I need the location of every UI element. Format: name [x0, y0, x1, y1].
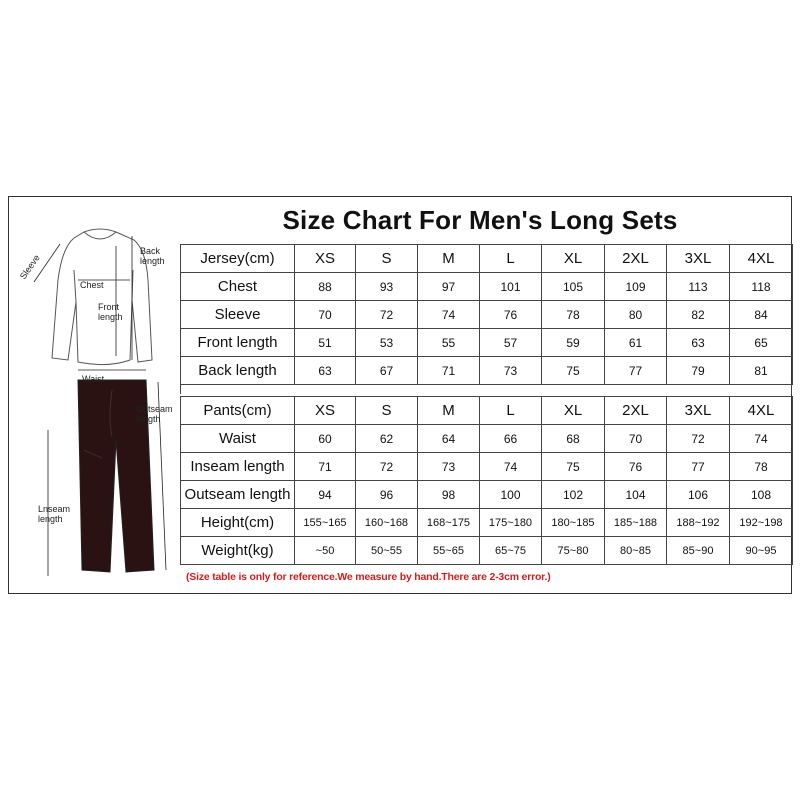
table-row	[181, 357, 793, 385]
row-label: Outseam length	[181, 481, 295, 509]
table-row	[181, 329, 793, 357]
size-header: XS	[295, 397, 356, 425]
disclaimer-note: (Size table is only for reference.We measure by hand.There are 2-3cm error.)	[186, 571, 551, 583]
jersey-size-table	[180, 244, 793, 385]
table-cell: 74	[418, 301, 480, 329]
table-cell: 76	[605, 453, 667, 481]
table-cell: 82	[667, 301, 730, 329]
row-label: Back length	[181, 357, 295, 385]
size-header: 4XL	[730, 245, 793, 273]
table-cell: 75	[542, 357, 605, 385]
table-cell: 75	[542, 453, 605, 481]
size-header: L	[480, 245, 542, 273]
size-header: S	[356, 245, 418, 273]
front-length-label: Front length	[98, 302, 123, 322]
row-label: Inseam length	[181, 453, 295, 481]
row-label: Height(cm)	[181, 509, 295, 537]
chart-title: Size Chart For Men's Long Sets	[282, 205, 678, 235]
row-label: Sleeve	[181, 301, 295, 329]
table-divider	[180, 383, 792, 394]
pants-header-label: Pants(cm)	[181, 397, 295, 425]
table-cell: 98	[418, 481, 480, 509]
table-cell: 93	[356, 273, 418, 301]
table-cell: 88	[295, 273, 356, 301]
table-cell: 74	[730, 425, 793, 453]
table-row	[181, 273, 793, 301]
table-cell: 78	[730, 453, 793, 481]
table-cell: 188~192	[667, 509, 730, 537]
table-cell: 100	[480, 481, 542, 509]
pants-size-table	[180, 396, 793, 565]
table-cell: 85~90	[667, 537, 730, 565]
row-label: Front length	[181, 329, 295, 357]
size-header: M	[418, 245, 480, 273]
table-cell: 192~198	[730, 509, 793, 537]
table-cell: 80~85	[605, 537, 667, 565]
table-cell: 62	[356, 425, 418, 453]
table-cell: 84	[730, 301, 793, 329]
table-row	[181, 453, 793, 481]
table-row	[181, 425, 793, 453]
inseam-label: Lnseam length	[38, 504, 71, 524]
waist-label: Waist	[82, 374, 105, 384]
size-header: 4XL	[730, 397, 793, 425]
table-cell: 63	[295, 357, 356, 385]
table-cell: 108	[730, 481, 793, 509]
table-cell: 155~165	[295, 509, 356, 537]
table-cell: 81	[730, 357, 793, 385]
jersey-icon	[52, 229, 152, 365]
table-cell: 97	[418, 273, 480, 301]
table-cell: 90~95	[730, 537, 793, 565]
row-label: Waist	[181, 425, 295, 453]
table-cell: 75~80	[542, 537, 605, 565]
table-cell: 78	[542, 301, 605, 329]
garment-drawing	[12, 210, 180, 590]
size-header: 2XL	[605, 245, 667, 273]
table-cell: 160~168	[356, 509, 418, 537]
size-header: XL	[542, 397, 605, 425]
table-row	[181, 509, 793, 537]
garment-illustration	[12, 210, 180, 590]
table-cell: 73	[480, 357, 542, 385]
size-header: S	[356, 397, 418, 425]
back-length-label: Back length	[140, 246, 165, 266]
table-cell: 77	[605, 357, 667, 385]
sleeve-label: Sleeve	[17, 252, 42, 282]
table-cell: 64	[418, 425, 480, 453]
table-cell: 96	[356, 481, 418, 509]
table-cell: 180~185	[542, 509, 605, 537]
table-cell: 113	[667, 273, 730, 301]
table-cell: 94	[295, 481, 356, 509]
table-cell: 66	[480, 425, 542, 453]
table-cell: 70	[295, 301, 356, 329]
chest-label: Chest	[80, 280, 104, 290]
table-cell: 101	[480, 273, 542, 301]
size-header: 2XL	[605, 397, 667, 425]
table-cell: 118	[730, 273, 793, 301]
size-header: XL	[542, 245, 605, 273]
size-header: 3XL	[667, 245, 730, 273]
table-row	[181, 537, 793, 565]
table-cell: 79	[667, 357, 730, 385]
table-cell: 77	[667, 453, 730, 481]
jersey-header-row	[181, 245, 793, 273]
table-cell: 175~180	[480, 509, 542, 537]
table-cell: 168~175	[418, 509, 480, 537]
row-label: Chest	[181, 273, 295, 301]
table-cell: 65~75	[480, 537, 542, 565]
table-cell: 53	[356, 329, 418, 357]
jersey-header-label: Jersey(cm)	[181, 245, 295, 273]
table-row	[181, 301, 793, 329]
table-cell: ~50	[295, 537, 356, 565]
row-label: Weight(kg)	[181, 537, 295, 565]
size-header: L	[480, 397, 542, 425]
table-cell: 80	[605, 301, 667, 329]
table-cell: 55	[418, 329, 480, 357]
table-cell: 185~188	[605, 509, 667, 537]
table-cell: 51	[295, 329, 356, 357]
pants-header-row	[181, 397, 793, 425]
outseam-label: Outseam length	[136, 404, 173, 424]
table-cell: 71	[418, 357, 480, 385]
table-cell: 57	[480, 329, 542, 357]
size-header: XS	[295, 245, 356, 273]
table-cell: 72	[356, 453, 418, 481]
size-header: M	[418, 397, 480, 425]
table-cell: 109	[605, 273, 667, 301]
table-cell: 67	[356, 357, 418, 385]
table-cell: 71	[295, 453, 356, 481]
table-cell: 61	[605, 329, 667, 357]
table-cell: 74	[480, 453, 542, 481]
table-cell: 65	[730, 329, 793, 357]
table-cell: 105	[542, 273, 605, 301]
table-cell: 59	[542, 329, 605, 357]
table-cell: 73	[418, 453, 480, 481]
table-cell: 55~65	[418, 537, 480, 565]
table-cell: 50~55	[356, 537, 418, 565]
table-cell: 104	[605, 481, 667, 509]
table-cell: 106	[667, 481, 730, 509]
table-cell: 60	[295, 425, 356, 453]
size-header: 3XL	[667, 397, 730, 425]
table-cell: 63	[667, 329, 730, 357]
table-cell: 76	[480, 301, 542, 329]
table-row	[181, 481, 793, 509]
table-cell: 72	[667, 425, 730, 453]
table-cell: 72	[356, 301, 418, 329]
table-cell: 102	[542, 481, 605, 509]
table-cell: 68	[542, 425, 605, 453]
table-cell: 70	[605, 425, 667, 453]
